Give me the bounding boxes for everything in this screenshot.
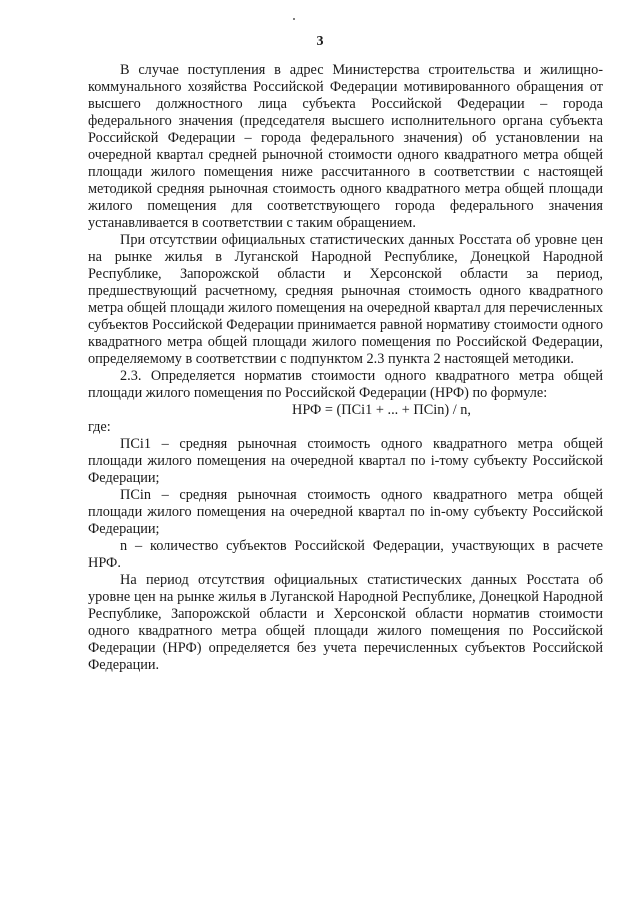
document-body xyxy=(88,62,603,674)
paragraph-2-3: 2.3. Определяется норматив стоимости одного квадратного метра общей площади жилого помещения по Российской Федерации (НРФ) по формуле: xyxy=(88,368,603,401)
where-label: где: xyxy=(88,419,111,435)
formula-nrf: НРФ = (ПСi1 + ... + ПСin) / n, xyxy=(292,402,472,418)
page-number: 3 xyxy=(316,34,324,49)
definition-psin: ПСin – средняя рыночная стоимость одного квадратного метра общей площади жилого помещения на очередной квартал по in-ому субъекту Российской Федерации; xyxy=(88,487,603,537)
definition-psi1: ПСi1 – средняя рыночная стоимость одного квадратного метра общей площади жилого помещения на очередной квартал по i-тому субъекту Российской Федерации; xyxy=(88,436,603,486)
definition-n: n – количество субъектов Российской Федерации, участвующих в расчете НРФ. xyxy=(88,538,603,571)
paragraph-new-regions: При отсутствии официальных статистических данных Росстата об уровне цен на рынке жилья в Луганской Народной Республике, Донецкой Народной Республике, Запорожской области и Херсонской области за период, предшествующий расчетному, средняя рыночная стоимость одного квадратного метра общей площади жилого помещения на очередной квартал для перечисленных субъектов Российской Федерации принимается равной нормативу стоимости одного квадратного метра общей площади жилого помещения по Российской Федерации, определяемому в соответствии с подпунктом 2.3 пункта 2 настоящей методики. xyxy=(88,232,603,367)
paragraph-exclusion: На период отсутствия официальных статистических данных Росстата об уровне цен на рынке жилья в Луганской Народной Республике, Донецкой Народной Республике, Запорожской области и Херсонской области норматив стоимости одного квадратного метра общей площади жилого помещения по Российской Федерации (НРФ) определяется без учета перечисленных субъектов Российской Федерации. xyxy=(88,572,603,673)
paragraph-appeal: В случае поступления в адрес Министерства строительства и жилищно-коммунального хозяйства Российской Федерации мотивированного обращения от высшего должностного лица субъекта Российской Федерации – города федерального значения (председателя высшего исполнительного органа субъекта Российской Федерации – города федерального значения) об установлении на очередной квартал средней рыночной стоимости одного квадратного метра общей площади жилого помещения ниже рассчитанного в соответствии с настоящей методикой средняя рыночная стоимость одного квадратного метра общей площади жилого помещения для соответствующего города федерального значения устанавливается в соответствии с таким обращением. xyxy=(88,62,603,231)
scan-speck xyxy=(293,18,295,20)
